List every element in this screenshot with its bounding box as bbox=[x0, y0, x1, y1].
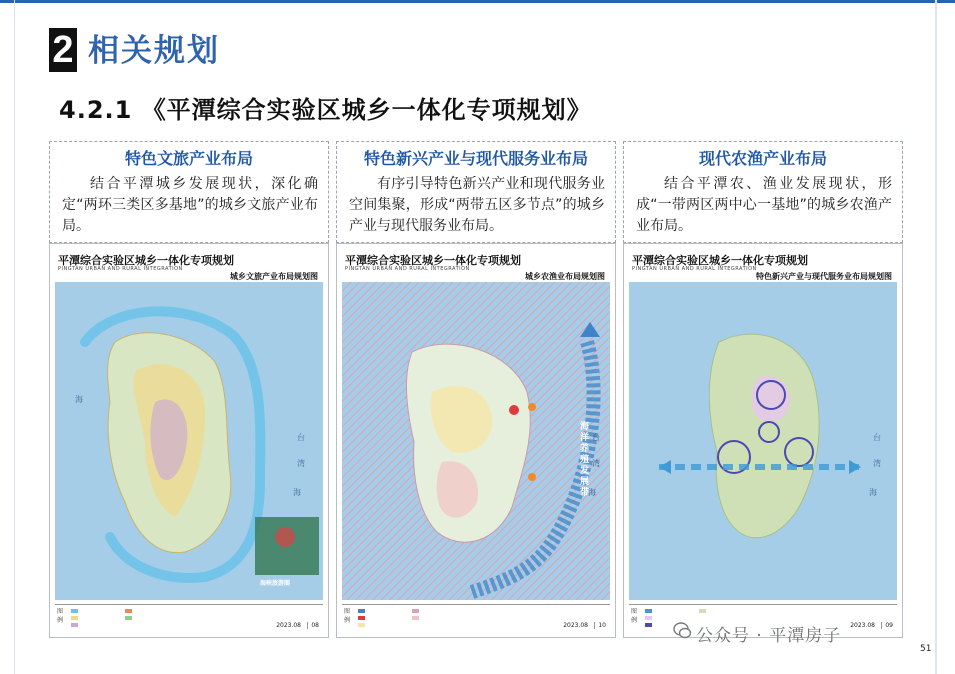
section-title: 相关规划 bbox=[88, 33, 220, 69]
panel-text: 结合平潭农、渔业发展现状，形成“一带两区两中心一基地”的城乡农渔产业布局。 bbox=[636, 176, 892, 234]
map-page: 09 bbox=[881, 622, 893, 629]
legend-tag: 图例 bbox=[631, 608, 638, 624]
legend-tag: 图例 bbox=[344, 608, 351, 624]
legend-swatch bbox=[412, 608, 421, 613]
legend-swatch bbox=[645, 622, 654, 627]
page-number: 51 bbox=[920, 644, 932, 654]
map-image bbox=[342, 282, 610, 600]
sea-label: 海 bbox=[869, 488, 877, 497]
legend-swatch bbox=[645, 608, 654, 613]
map-image bbox=[55, 282, 323, 600]
map-page: 08 bbox=[307, 622, 319, 629]
island-map-graphic bbox=[55, 282, 323, 600]
map-legend bbox=[342, 604, 610, 636]
map-emerging-industry-layout bbox=[623, 243, 903, 638]
panel-heading: 特色新兴产业与现代服务业布局 bbox=[363, 149, 588, 168]
band-label: 海洋养殖发展带 bbox=[580, 422, 590, 498]
sea-label: 台 bbox=[592, 433, 600, 442]
map-title: 平潭综合实验区城乡一体化专项规划 bbox=[632, 254, 808, 267]
panel-text: 结合平潭城乡发展现状，深化确定“两环三类区多基地”的城乡文旅产业布局。 bbox=[62, 176, 318, 234]
legend-tag: 图例 bbox=[57, 608, 64, 624]
sea-label: 湾 bbox=[297, 459, 305, 468]
map-name: 城乡农渔业布局规划图 bbox=[525, 272, 605, 281]
panel-cultural-tourism bbox=[49, 141, 329, 243]
sea-label: 海 bbox=[293, 488, 301, 497]
sea-label: 海 bbox=[588, 488, 596, 497]
sea-label: 湾 bbox=[873, 459, 881, 468]
panel-heading: 现代农渔产业布局 bbox=[698, 149, 827, 168]
section-number: 2 bbox=[49, 28, 77, 72]
map-cultural-tourism bbox=[49, 243, 329, 638]
left-border bbox=[14, 0, 15, 674]
legend-swatch bbox=[71, 622, 80, 627]
legend-swatch bbox=[645, 615, 654, 620]
watermark: 公众号 · 平潭房子 bbox=[696, 626, 842, 646]
panel-emerging-industry bbox=[336, 141, 616, 243]
map-subtitle: PINGTAN URBAN AND RURAL INTEGRATION bbox=[345, 266, 470, 272]
map-date: 2023.08 bbox=[850, 622, 875, 629]
panel-heading: 特色文旅产业布局 bbox=[124, 149, 253, 168]
map-name: 城乡文旅产业布局规划图 bbox=[230, 272, 318, 281]
map-agri-fishery-layout bbox=[336, 243, 616, 638]
legend-swatch bbox=[125, 615, 134, 620]
inset-label: 海峡旅游圈 bbox=[260, 580, 291, 587]
sea-label: 台 bbox=[873, 433, 881, 442]
top-border bbox=[0, 0, 955, 3]
map-date: 2023.08 bbox=[563, 622, 588, 629]
map-name: 特色新兴产业与现代服务业布局规划图 bbox=[756, 272, 892, 281]
panel-agri-fishery bbox=[623, 141, 903, 243]
map-title: 平潭综合实验区城乡一体化专项规划 bbox=[345, 254, 521, 267]
legend-swatch bbox=[71, 608, 80, 613]
island-map-graphic bbox=[342, 282, 610, 600]
legend-swatch bbox=[699, 608, 708, 613]
right-border bbox=[935, 0, 937, 674]
legend-swatch bbox=[412, 615, 421, 620]
map-image bbox=[629, 282, 897, 600]
legend-swatch bbox=[358, 608, 367, 613]
map-legend bbox=[55, 604, 323, 636]
sea-label: 台 bbox=[297, 433, 305, 442]
sea-label: 湾 bbox=[592, 459, 600, 468]
wechat-icon bbox=[673, 621, 692, 640]
svg-text:海: 海 bbox=[75, 395, 83, 404]
legend-swatch bbox=[125, 608, 134, 613]
page-subtitle: 4.2.1 《平潭综合实验区城乡一体化专项规划》 bbox=[59, 96, 592, 124]
map-subtitle: PINGTAN URBAN AND RURAL INTEGRATION bbox=[58, 266, 183, 272]
island-map-graphic bbox=[629, 282, 897, 600]
map-page: 10 bbox=[594, 622, 606, 629]
panel-text: 有序引导特色新兴产业和现代服务业空间集聚，形成“两带五区多节点”的城乡产业与现代服务业布局。 bbox=[349, 176, 605, 234]
legend-swatch bbox=[71, 615, 80, 620]
legend-swatch bbox=[358, 622, 367, 627]
map-subtitle: PINGTAN URBAN AND RURAL INTEGRATION bbox=[632, 266, 757, 272]
legend-swatch bbox=[358, 615, 367, 620]
map-title: 平潭综合实验区城乡一体化专项规划 bbox=[58, 254, 234, 267]
map-date: 2023.08 bbox=[276, 622, 301, 629]
